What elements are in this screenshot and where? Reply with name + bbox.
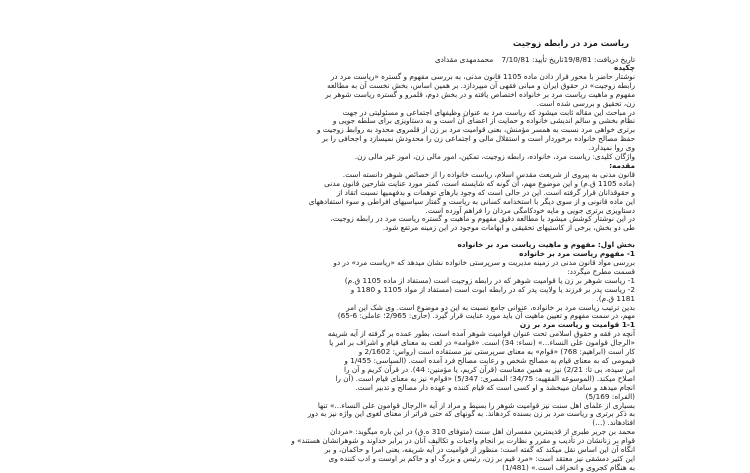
text-line: در مباحث این مقاله ثابت میشود که ریاست مرد به عنوان وظیفهای اجتماعی و مسئولیتی در جهت <box>342 107 635 117</box>
text-line: بسیاری از علمای اهل سنت نیز قوامیت شوهر را بسیط و مراد از آیه «الرجال قوامون علی النساء...» تنها <box>317 400 635 410</box>
intro-body <box>116 171 635 233</box>
text-line: 1181 ق.م). <box>596 293 635 303</box>
text-line: قیمومی که به معنای قیام به مصالح شخص و رعایت مصالح فرد آمده است. (السیاسی: 1/455 و <box>344 356 635 365</box>
text-line: این کثیر دمشقی نیز معتقد است: «مرد قیم بر زن، رئیس و بزرگ او و حاکم بر اوست و ادب کننده وی <box>328 453 635 463</box>
text-line: (الفراه: 5/169) <box>585 391 635 401</box>
document-page <box>116 38 635 472</box>
keywords-line: واژگان کلیدی: ریاست مرد، خانواده، رابطه زوجیت، تمکین، امور مالی زن، امور غیر مالی زن. <box>354 152 635 162</box>
text-line: دستاویزی برتری جویی و مایه خودکامگی مردان را فراهم آورده است. <box>425 205 635 215</box>
section1-1-body <box>116 330 635 401</box>
text-line: انگاه آن این اساس نقل میکند که گفته است: منظور از قوامیت در آیه شریفه، یعنی امرا و حاکمان، و بر <box>324 445 635 455</box>
text-line: طی دو بخش، برخی از کاستیهای تحقیقی و ابهامات موجود در این زمینه مرتفع شود. <box>382 223 635 233</box>
text-line: 2- ریاست پدر بر فرزند یا ولایت پدر که در رابطه ابوت است (مستفاد از مواد 1105 و 1180 و <box>350 284 635 294</box>
text-line: (ماده 1105 ق.م) و این موضوع مهم، آن گونه که شایسته است، کمتر مورد عنایت شارحین قانون مدنی <box>324 178 635 188</box>
text-line: نوشتار حاضر با محور قرار دادن ماده 1105 قانون مدنی، به بررسی مفهوم و گستره «ریاست مرد در <box>330 71 635 81</box>
text-line: افتادهاند. (…) <box>592 418 635 428</box>
text-line: و حقوقدانان قرار گرفته است. این در حالی است که وجود بارهای توهمات و بدفهمیها نسبت اتقاد از <box>336 187 635 197</box>
intro-heading: مقدمه: <box>609 160 635 170</box>
text-line: در این نوشتار کوشش میشود با مطالعه دقیق مفهوم و ماهیت و گستره ریاست مرد در رابطه زوجیت، <box>330 214 635 224</box>
text-line: کار است (ابراهیم: 768) «قوام» به معنای سرپرستی نیز مستفاده است (رواس: 2/1602 و <box>358 347 635 357</box>
text-line: نظام بخشی و سالم اندیشی خانواده و حمایت از اعضای آن است و به دستاویزی برای سلطه جویی و <box>332 116 635 126</box>
text-line: ابن سیده، بی تا: 2/21) نیز به همین معناست (قرآن کریم، یا مؤمنین: 44). در قرآن کریم و آن را <box>344 364 635 374</box>
text-line: رابطه زوجیت» در حقوق ایران و مبانی فقهی آن میپردازد. بر همین اساس، بخش نخست آن به مطالعه <box>327 80 635 90</box>
text-line: اصلاح میکند. (الموسوعه الفقهیه: 34/75؛ المصری: 5/347) «قوام» نیز به معنای قیام است. (آن را <box>335 373 635 383</box>
article-meta <box>116 55 635 64</box>
article-author: محمدمهدی مقدادی <box>434 55 494 64</box>
text-line: بدین ترتیب ریاست مرد بر خانواده، عنوانی جامع نسبت به این دو موضوع است. وی شک این امر <box>346 302 635 312</box>
text-line: آنچه در فقه و حقوق اسلامی تحت عنوان قوامیت شوهر آمده است، بطور عمده بر گرفته از آیه شریفه <box>327 329 635 339</box>
text-line: برتری خواهی مرد نسبت به همسر مؤمنش، بعنی قوامیت مرد بر زن از قلمروی محدود به روابط زوجیت و <box>317 125 635 135</box>
text-line: به هنگام کجروی و انحراف است.» (1/481) <box>502 462 635 472</box>
text-line: این ماده قانونی و از سوی دیگر با استخدامه کسانی به ریاست و گفتار سیاسیهای افراطی و سوء استفادههای <box>308 196 635 206</box>
text-line: قوام بر زنانشان در تأدیب و مقرر و نظارت بر انجام واجبات و تکالیف آنان در برابر خداوند و شوهرانشان هستند» و <box>291 436 635 446</box>
part1-heading: بخش اول: مفهوم و ماهیت ریاست مرد بر خانواده <box>457 240 635 250</box>
text-line: مفهوم و ماهیت ریاست مرد بر خانواده اختصاص یافته و در بخش دوم، قلمرو و گستره ریاست شوهر بر <box>325 89 635 99</box>
text-line: انجام میدهد و سامان میبخشد و او کسی است که قیام کننده و عهده دار مصالح و تدبیر است. <box>355 382 635 392</box>
text-line: به ذکر برتری و ریاست مرد بر زن بسنده کردهاند. به گونهای که حتی فراتر از معنای لغوی این واژه نیز به دور <box>307 409 635 419</box>
section1-heading: 1- مفهوم ریاست مرد بر خانواده <box>519 249 635 259</box>
article-dates: تاریخ دریافت: 19/8/81تاریخ تأیید: 7/10/81 <box>501 55 635 64</box>
section1-1-heading: 1-1 قوامیت و ریاست مرد بر زن <box>519 320 635 330</box>
text-line: قسمت مطرح میگردد: <box>567 266 635 276</box>
text-line: وی روا نمیدارد. <box>588 143 635 153</box>
text-line: زن، تحقیق و بررسی شده است. <box>536 98 635 108</box>
article-title: ریاست مرد در رابطه زوجیت <box>512 38 629 48</box>
abstract-heading: چکیده <box>613 63 635 72</box>
section1-body <box>116 259 635 321</box>
text-line: محمد بن جریر طبری از قدیمترین مفسران اهل سنت (متوفای 310 ه.ق) در این باره میگوید: «مردان <box>329 427 635 437</box>
section1-1-paragraph-2 <box>116 402 635 429</box>
abstract-body <box>116 73 635 162</box>
text-line: قانون مدنی به پیروی از شریعت مقدس اسلام، ریاست خانواده را از خصائص شوهر دانسته است. <box>342 169 635 179</box>
text-line: مهم، در سمت مفهوم و تعیین ماهیت آن باید مورد عنایت قرار گیرد. (حاری: 2/965؛ عاملی: 6-65) <box>337 311 635 321</box>
text-line: حفظ مصالح خانواده برخوردار است و استقلال مالی و اجتماعی زن را محدودش نمیسازد و اجحافی را بر <box>321 134 635 144</box>
text-line: 1- ریاست شوهر بر زن یا قوامیت شوهر که در رابطه زوجیت است (مستفاد از ماده 1105 ق.م) <box>344 275 635 285</box>
section1-1-paragraph-3 <box>116 428 635 473</box>
text-line: بررسی مواد قانون مدنی در زمینه مدیریت و سرپرستی خانواده نشان میدهد که «ریاست مرد» در دو <box>333 258 635 268</box>
text-line: «الرجال قوامون علی النساء...» (نساء: 34) است. «قوامه» در لغت به معنای قیام و اشراف بر امر یا <box>329 338 635 348</box>
